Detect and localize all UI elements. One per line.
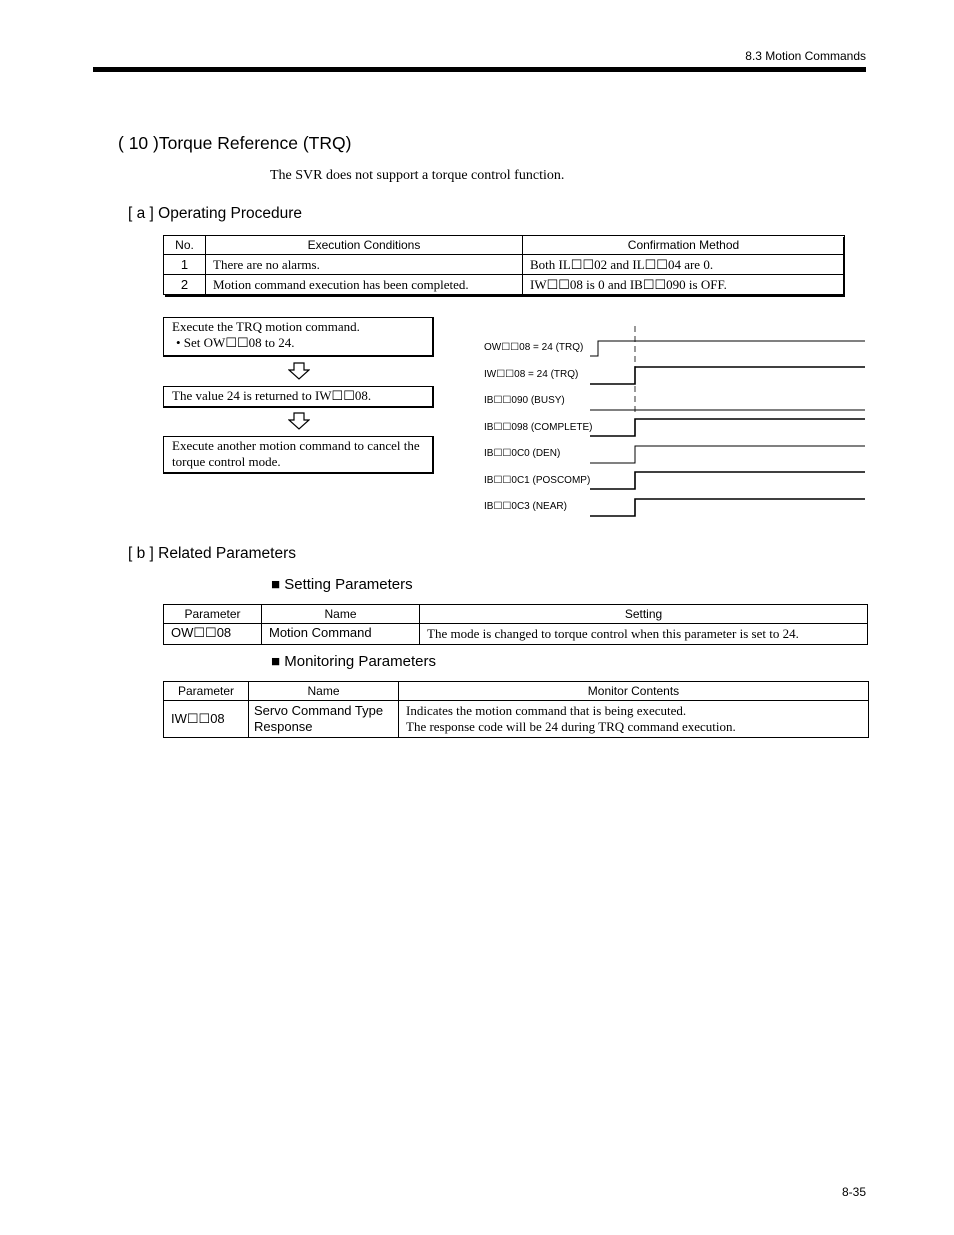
section-title: Torque Reference (TRQ) — [158, 133, 352, 153]
section-number: ( 10 ) — [118, 133, 159, 153]
row-condition: There are no alarms. — [206, 255, 523, 275]
signal-label-iw08: IW☐☐08 = 24 (TRQ) — [484, 369, 579, 380]
setting-parameters-heading: ■ Setting Parameters — [271, 576, 413, 593]
table-shadow — [843, 237, 845, 297]
table-row — [164, 255, 845, 275]
col-name: Name — [262, 605, 420, 624]
col-parameter: Parameter — [164, 682, 249, 701]
row-no: 1 — [164, 255, 206, 275]
related-parameters-heading: [ b ] Related Parameters — [128, 545, 296, 562]
flow-step-1-bullet: • Set OW☐☐08 to 24. — [176, 335, 295, 350]
row-confirmation: IW☐☐08 is 0 and IB☐☐090 is OFF. — [523, 275, 845, 295]
setting-parameters-table — [163, 604, 868, 645]
operating-procedure-heading: [ a ] Operating Procedure — [128, 205, 303, 222]
row-contents: Indicates the motion command that is being executed. The response code will be 24 during TRQ command execution. — [399, 701, 869, 738]
row-name: Motion Command — [262, 624, 420, 645]
monitoring-parameters-heading: ■ Monitoring Parameters — [271, 653, 436, 670]
col-no: No. — [164, 236, 206, 255]
row-name: Servo Command Type Response — [249, 701, 399, 738]
table-row — [164, 275, 845, 295]
signal-trace-den — [590, 446, 865, 463]
signal-trace-ow08 — [590, 341, 865, 356]
signal-label-near: IB☐☐0C3 (NEAR) — [484, 501, 567, 512]
col-execution-conditions: Execution Conditions — [206, 236, 523, 255]
row-condition: Motion command execution has been completed. — [206, 275, 523, 295]
black-square-icon: ■ — [271, 576, 281, 593]
timing-chart — [580, 320, 870, 520]
flow-step-3: Execute another motion command to cancel the torque control mode. — [163, 436, 434, 474]
intro-text: The SVR does not support a torque control function. — [270, 168, 565, 183]
flow-step-1: Execute the TRQ motion command. • Set OW☐☐08 to 24. — [163, 317, 434, 357]
row-setting: The mode is changed to torque control when this parameter is set to 24. — [420, 624, 868, 645]
signal-label-den: IB☐☐0C0 (DEN) — [484, 448, 561, 459]
header-rule — [93, 67, 866, 72]
row-confirmation: Both IL☐☐02 and IL☐☐04 are 0. — [523, 255, 845, 275]
page-number: 8-35 — [841, 1185, 866, 1199]
flow-step-2: The value 24 is returned to IW☐☐08. — [163, 386, 434, 408]
section-heading — [118, 133, 351, 154]
signal-trace-iw08 — [590, 367, 865, 384]
signal-trace-poscomp — [590, 472, 865, 489]
running-header: 8.3 Motion Commands — [745, 49, 866, 63]
table-row — [164, 624, 868, 645]
signal-trace-near — [590, 499, 865, 516]
monitoring-parameters-table — [163, 681, 869, 738]
signal-label-busy: IB☐☐090 (BUSY) — [484, 395, 565, 406]
signal-trace-complete — [590, 419, 865, 436]
table-shadow — [165, 295, 845, 297]
signal-label-poscomp: IB☐☐0C1 (POSCOMP) — [484, 475, 591, 486]
row-no: 2 — [164, 275, 206, 295]
signal-label-ow08: OW☐☐08 = 24 (TRQ) — [484, 342, 584, 353]
operating-conditions-table — [163, 235, 845, 295]
down-arrow-icon — [288, 412, 310, 430]
table-row — [164, 701, 869, 738]
col-setting: Setting — [420, 605, 868, 624]
black-square-icon: ■ — [271, 653, 281, 670]
col-monitor-contents: Monitor Contents — [399, 682, 869, 701]
trq-code: TRQ — [236, 319, 263, 334]
col-name: Name — [249, 682, 399, 701]
row-parameter: OW☐☐08 — [164, 624, 262, 645]
col-parameter: Parameter — [164, 605, 262, 624]
down-arrow-icon — [288, 362, 310, 380]
signal-label-complete: IB☐☐098 (COMPLETE) — [484, 422, 593, 433]
row-parameter: IW☐☐08 — [164, 701, 249, 738]
col-confirmation-method: Confirmation Method — [523, 236, 845, 255]
